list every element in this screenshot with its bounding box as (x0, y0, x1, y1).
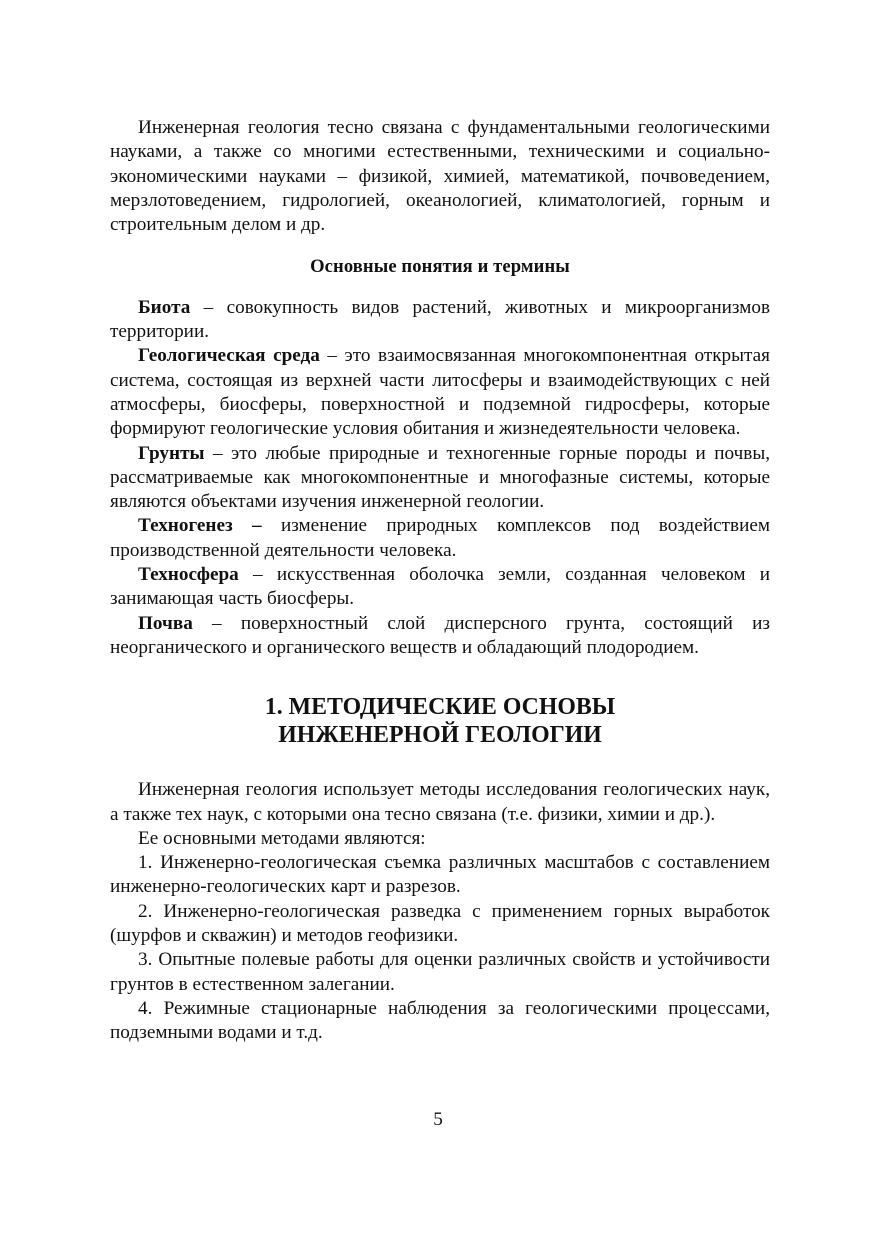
methods-lead: Ее основными методами являются: (138, 827, 426, 849)
terms-heading: Основные понятия и термины (310, 256, 570, 278)
definition-item (110, 563, 770, 612)
definition-term: Геологическая среда (138, 345, 320, 367)
definition-separator: – (192, 612, 241, 634)
definition-text: это взаимосвязанная многокомпонентная открытая система, состоящая из верхней части литосферы и взаимодействующих с ней атмосферы, биосферы, поверхностной и подземной гидросферы, которые формируют геологические условия обитания и жизнедеятельности человека. (110, 345, 771, 440)
definition-item (110, 296, 770, 345)
definition-separator: – (204, 442, 232, 464)
definition-text: изменение природных комплексов под воздействием производственной деятельности человека. (110, 515, 770, 561)
intro-paragraph: Инженерная геология тесно связана с фундаментальными геологическими науками, а также со многими естественными, техническими и социально-экономическими науками – физикой, химией, математикой, почвоведением, мерзлотоведением, гидрологией, океанологией, климатологией, горным и строительным делом и др. (110, 117, 770, 236)
definition-item (110, 442, 770, 515)
definition-term: Биота (138, 296, 191, 318)
method-item: 1. Инженерно-геологическая съемка различных масштабов с составлением инженерно-геологических карт и разрезов. (110, 852, 770, 898)
method-item: 3. Опытные полевые работы для оценки различных свойств и устойчивости грунтов в естественном залегании. (110, 949, 770, 995)
method-item: 2. Инженерно-геологическая разведка с применением горных выработок (шурфов и скважин) и методов геофизики. (110, 900, 770, 947)
chapter-heading-line2: ИНЖЕНЕРНОЙ ГЕОЛОГИИ (278, 722, 602, 749)
definition-item (110, 344, 770, 441)
definition-term: Техносфера (138, 564, 239, 586)
page-number: 5 (433, 1109, 443, 1130)
definition-separator: – (190, 296, 227, 318)
definition-term: Грунты (138, 442, 205, 464)
definition-separator (262, 515, 281, 536)
definition-term: Техногенез – (138, 515, 262, 537)
definition-separator: – (238, 564, 277, 586)
chapter-heading (110, 693, 770, 749)
chapter-heading-line1: 1. МЕТОДИЧЕСКИЕ ОСНОВЫ (264, 694, 616, 721)
definition-item (110, 514, 770, 563)
definition-item (110, 612, 770, 661)
definition-text: искусственная оболочка земли, созданная человеком и занимающая часть биосферы. (110, 564, 771, 610)
definition-text: совокупность видов растений, животных и микроорганизмов территории. (110, 296, 771, 343)
definition-text: это любые природные и техногенные горные породы и почвы, рассматриваемые как многокомпонентные и многофазные системы, которые являются объектами изучения инженерной геологии. (110, 442, 771, 513)
chapter-intro-paragraph: Инженерная геология использует методы исследования геологических наук, а также тех наук, с которыми она тесно связана (т.е. физики, химии и др.). (110, 779, 770, 825)
definition-separator: – (319, 345, 345, 367)
definition-term: Почва (138, 612, 193, 634)
method-item: 4. Режимные стационарные наблюдения за геологическими процессами, подземными водами и т.д. (110, 997, 770, 1044)
definition-text: поверхностный слой дисперсного грунта, состоящий из неорганического и органического веществ и обладающий плодородием. (110, 612, 771, 658)
